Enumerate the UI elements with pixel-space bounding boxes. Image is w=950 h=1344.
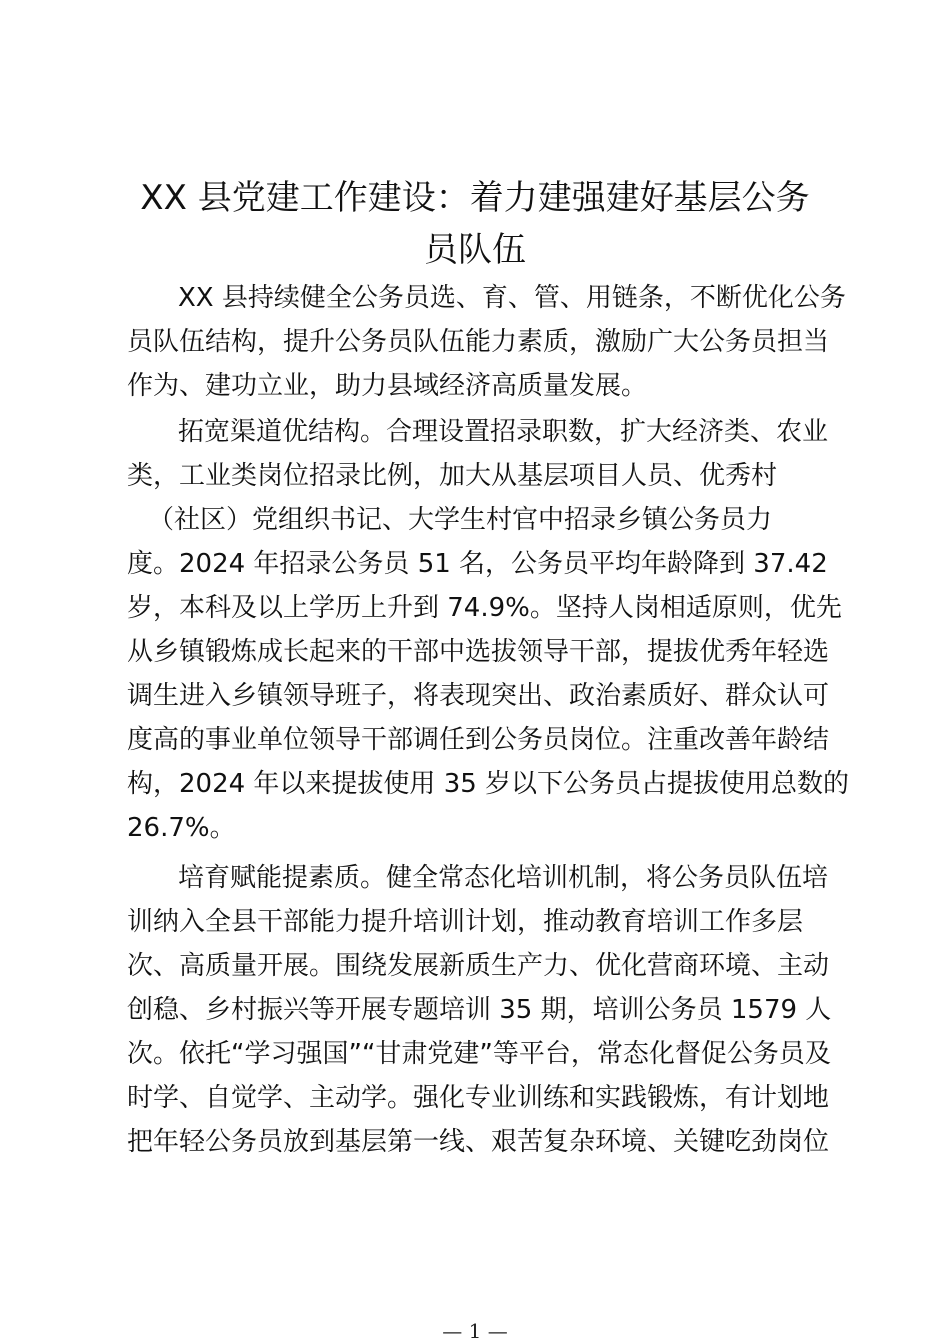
page-number: — 1 —: [442, 1319, 508, 1343]
text-line: 创稳、乡村振兴等开展专题培训 35 期，培训公务员 1579 人: [127, 995, 832, 1025]
text-line: 从乡镇锻炼成长起来的干部中选拔领导干部，提拔优秀年轻选: [127, 637, 830, 667]
title-line-2: 员队伍: [424, 230, 526, 270]
text-line: 调生进入乡镇领导班子，将表现突出、政治素质好、群众认可: [127, 681, 830, 711]
text-line: （社区）党组织书记、大学生村官中招录乡镇公务员力: [148, 505, 773, 535]
text-line: 26.7%。: [127, 813, 236, 843]
text-line: 时学、自觉学、主动学。强化专业训练和实践锻炼，有计划地: [127, 1083, 830, 1113]
text-line: 度高的事业单位领导干部调任到公务员岗位。注重改善年龄结: [127, 725, 830, 755]
text-line: 类，工业类岗位招录比例，加大从基层项目人员、优秀村: [127, 461, 778, 491]
document-title: [120, 172, 830, 276]
text-line: 把年轻公务员放到基层第一线、艰苦复杂环境、关键吃劲岗位: [127, 1127, 830, 1157]
text-line: 员队伍结构，提升公务员队伍能力素质，激励广大公务员担当: [127, 327, 830, 357]
title-line-1: XX 县党建工作建设：着力建强建好基层公务: [140, 178, 810, 218]
text-line: 次。依托“学习强国”“甘肃党建”等平台，常态化督促公务员及: [127, 1039, 831, 1069]
text-line: 次、高质量开展。围绕发展新质生产力、优化营商环境、主动: [127, 951, 830, 981]
text-line: 训纳入全县干部能力提升培训计划，推动教育培训工作多层: [127, 907, 804, 937]
text-line: 岁，本科及以上学历上升到 74.9%。坚持人岗相适原则，优先: [127, 593, 842, 623]
text-line: 度。2024 年招录公务员 51 名，公务员平均年龄降到 37.42: [127, 549, 828, 579]
text-line: XX 县持续健全公务员选、育、管、用链条，不断优化公务: [178, 283, 846, 313]
text-line: 作为、建功立业，助力县域经济高质量发展。: [127, 371, 648, 401]
text-line: 构，2024 年以来提拔使用 35 岁以下公务员占提拔使用总数的: [127, 769, 850, 799]
text-line: 拓宽渠道优结构。合理设置招录职数，扩大经济类、农业: [178, 417, 829, 447]
text-line: 培育赋能提素质。健全常态化培训机制，将公务员队伍培: [178, 863, 829, 893]
